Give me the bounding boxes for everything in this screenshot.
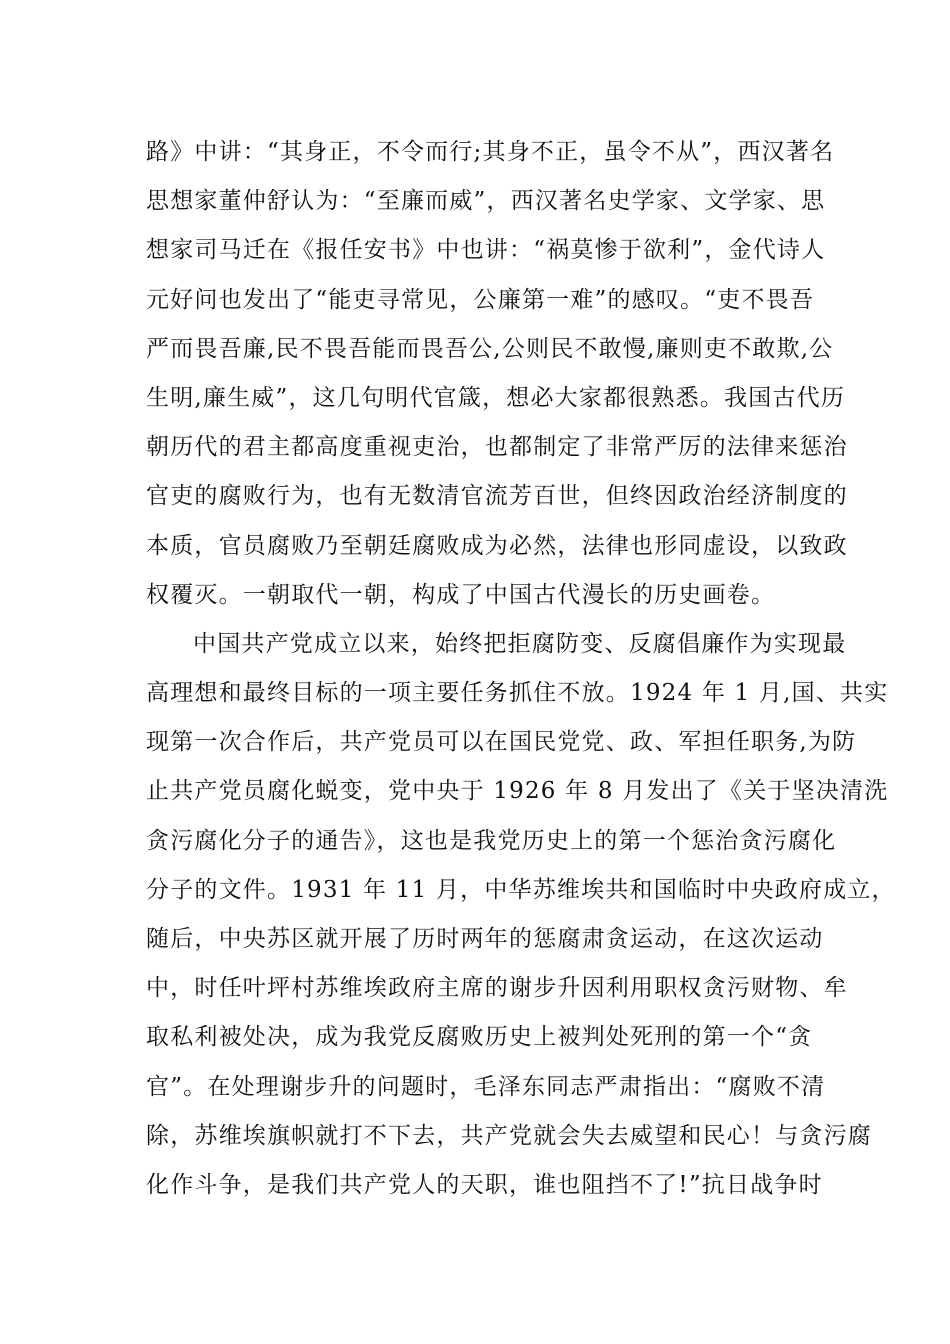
text-line: 路》中讲：“其身正，不令而行;其身不正，虽令不从”，西汉著名: [146, 139, 835, 165]
text-line: 官吏的腐败行为，也有无数清官流芳百世，但终因政治经济制度的: [146, 483, 848, 510]
text-line: 高理想和最终目标的一项主要任务抓住不放。1924 年 1 月,国、共实: [146, 680, 889, 707]
text-line: 朝历代的君主都高度重视吏治，也都制定了非常严厉的法律来惩治: [146, 434, 848, 461]
text-line: 止共产党员腐化蜕变，党中央于 1926 年 8 月发出了《关于坚决清洗: [146, 778, 889, 805]
text-line: 严而畏吾廉,民不畏吾能而畏吾公,公则民不敢慢,廉则吏不敢欺,公: [146, 335, 834, 362]
text-line: 官”。在处理谢步升的问题时，毛泽东同志严肃指出：“腐败不清: [146, 1073, 826, 1100]
body-text: [146, 128, 896, 1210]
text-line: 思想家董仲舒认为：“至廉而威”，西汉著名史学家、文学家、思: [146, 188, 826, 215]
text-line: 分子的文件。1931 年 11 月，中华苏维埃共和国临时中央政府成立，: [146, 876, 896, 903]
text-line: 取私利被处决，成为我党反腐败历史上被判处死刑的第一个“贪: [146, 1024, 813, 1051]
text-line: 随后，中央苏区就开展了历时两年的惩腐肃贪运动，在这次运动: [146, 926, 824, 952]
text-line: 除，苏维埃旗帜就打不下去，共产党就会失去威望和民心！与贪污腐: [146, 1122, 872, 1149]
text-line: 生明,廉生威”，这几句明代官箴，想必大家都很熟悉。我国古代历: [146, 384, 846, 411]
text-line: 想家司马迁在《报任安书》中也讲：“祸莫惨于欲利”，金代诗人: [146, 237, 826, 264]
text-line: 中，时任叶坪村苏维埃政府主席的谢步升因利用职权贪污财物、牟: [146, 975, 848, 1002]
paragraph-start-line: 中国共产党成立以来，始终把拒腐防变、反腐倡廉作为实现最: [193, 630, 847, 657]
text-line: 本质，官员腐败乃至朝廷腐败成为必然，法律也形同虚设，以致政: [146, 532, 848, 559]
text-line: 化作斗争，是我们共产党人的天职，谁也阻挡不了!”抗日战争时: [146, 1171, 823, 1198]
text-line: 贪污腐化分子的通告》，这也是我党历史上的第一个惩治贪污腐化: [146, 827, 837, 854]
text-line: 元好问也发出了“能吏寻常见，公廉第一难”的感叹。“吏不畏吾: [146, 286, 815, 313]
paragraph-end-line: 权覆灭。一朝取代一朝，构成了中国古代漫长的历史画卷。: [146, 581, 776, 608]
text-line: 现第一次合作后，共产党员可以在国民党党、政、军担任职务,为防: [146, 729, 857, 756]
